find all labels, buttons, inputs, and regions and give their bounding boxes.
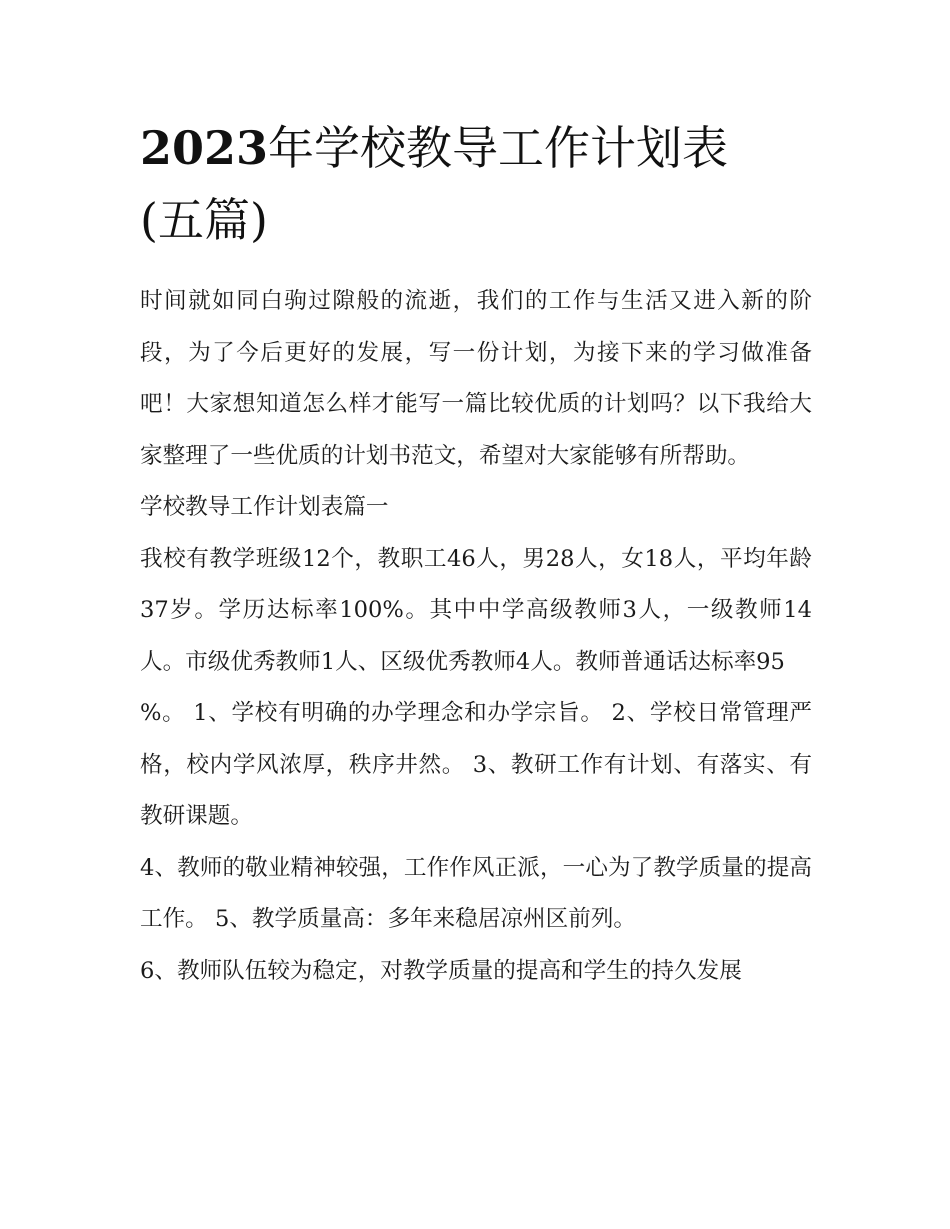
body-paragraph: %。 1、学校有明确的办学理念和办学宗旨。 2、学校日常管理严格，校内学风浓厚，秩序井然。 3、教研工作有计划、有落实、有教研课题。 (140, 700, 812, 829)
body-paragraph: 6、教师队伍较为稳定，对教学质量的提高和学生的持久发展 (140, 957, 742, 984)
title-text: 年学校教导工作计划表 (268, 121, 729, 175)
body-paragraph: 我校有教学班级12个，教职工46人，男28人，女18人，平均年龄37岁。学历达标率100%。其中中学高级教师3人，一级教师14人。市级优秀教师1人、区级优秀教师4人。教师普通话达标率95 (140, 545, 812, 675)
title-year: 2023 (140, 121, 269, 175)
body-paragraph: 4、教师的敬业精神较强，工作作风正派，一心为了教学质量的提高工作。 5、教学质量高：多年来稳居凉州区前列。 (140, 854, 812, 932)
document-title (140, 112, 820, 256)
intro-paragraph: 时间就如同白驹过隙般的流逝，我们的工作与生活又进入新的阶段，为了今后更好的发展，写一份计划，为接下来的学习做准备吧！大家想知道怎么样才能写一篇比较优质的计划吗？以下我给大家整理了一些优质的计划书范文，希望对大家能够有所帮助。 (140, 288, 812, 469)
section-heading: 学校教导工作计划表篇一 (140, 494, 389, 520)
document-body (140, 276, 812, 997)
title-subtitle: (五篇) (140, 193, 268, 247)
